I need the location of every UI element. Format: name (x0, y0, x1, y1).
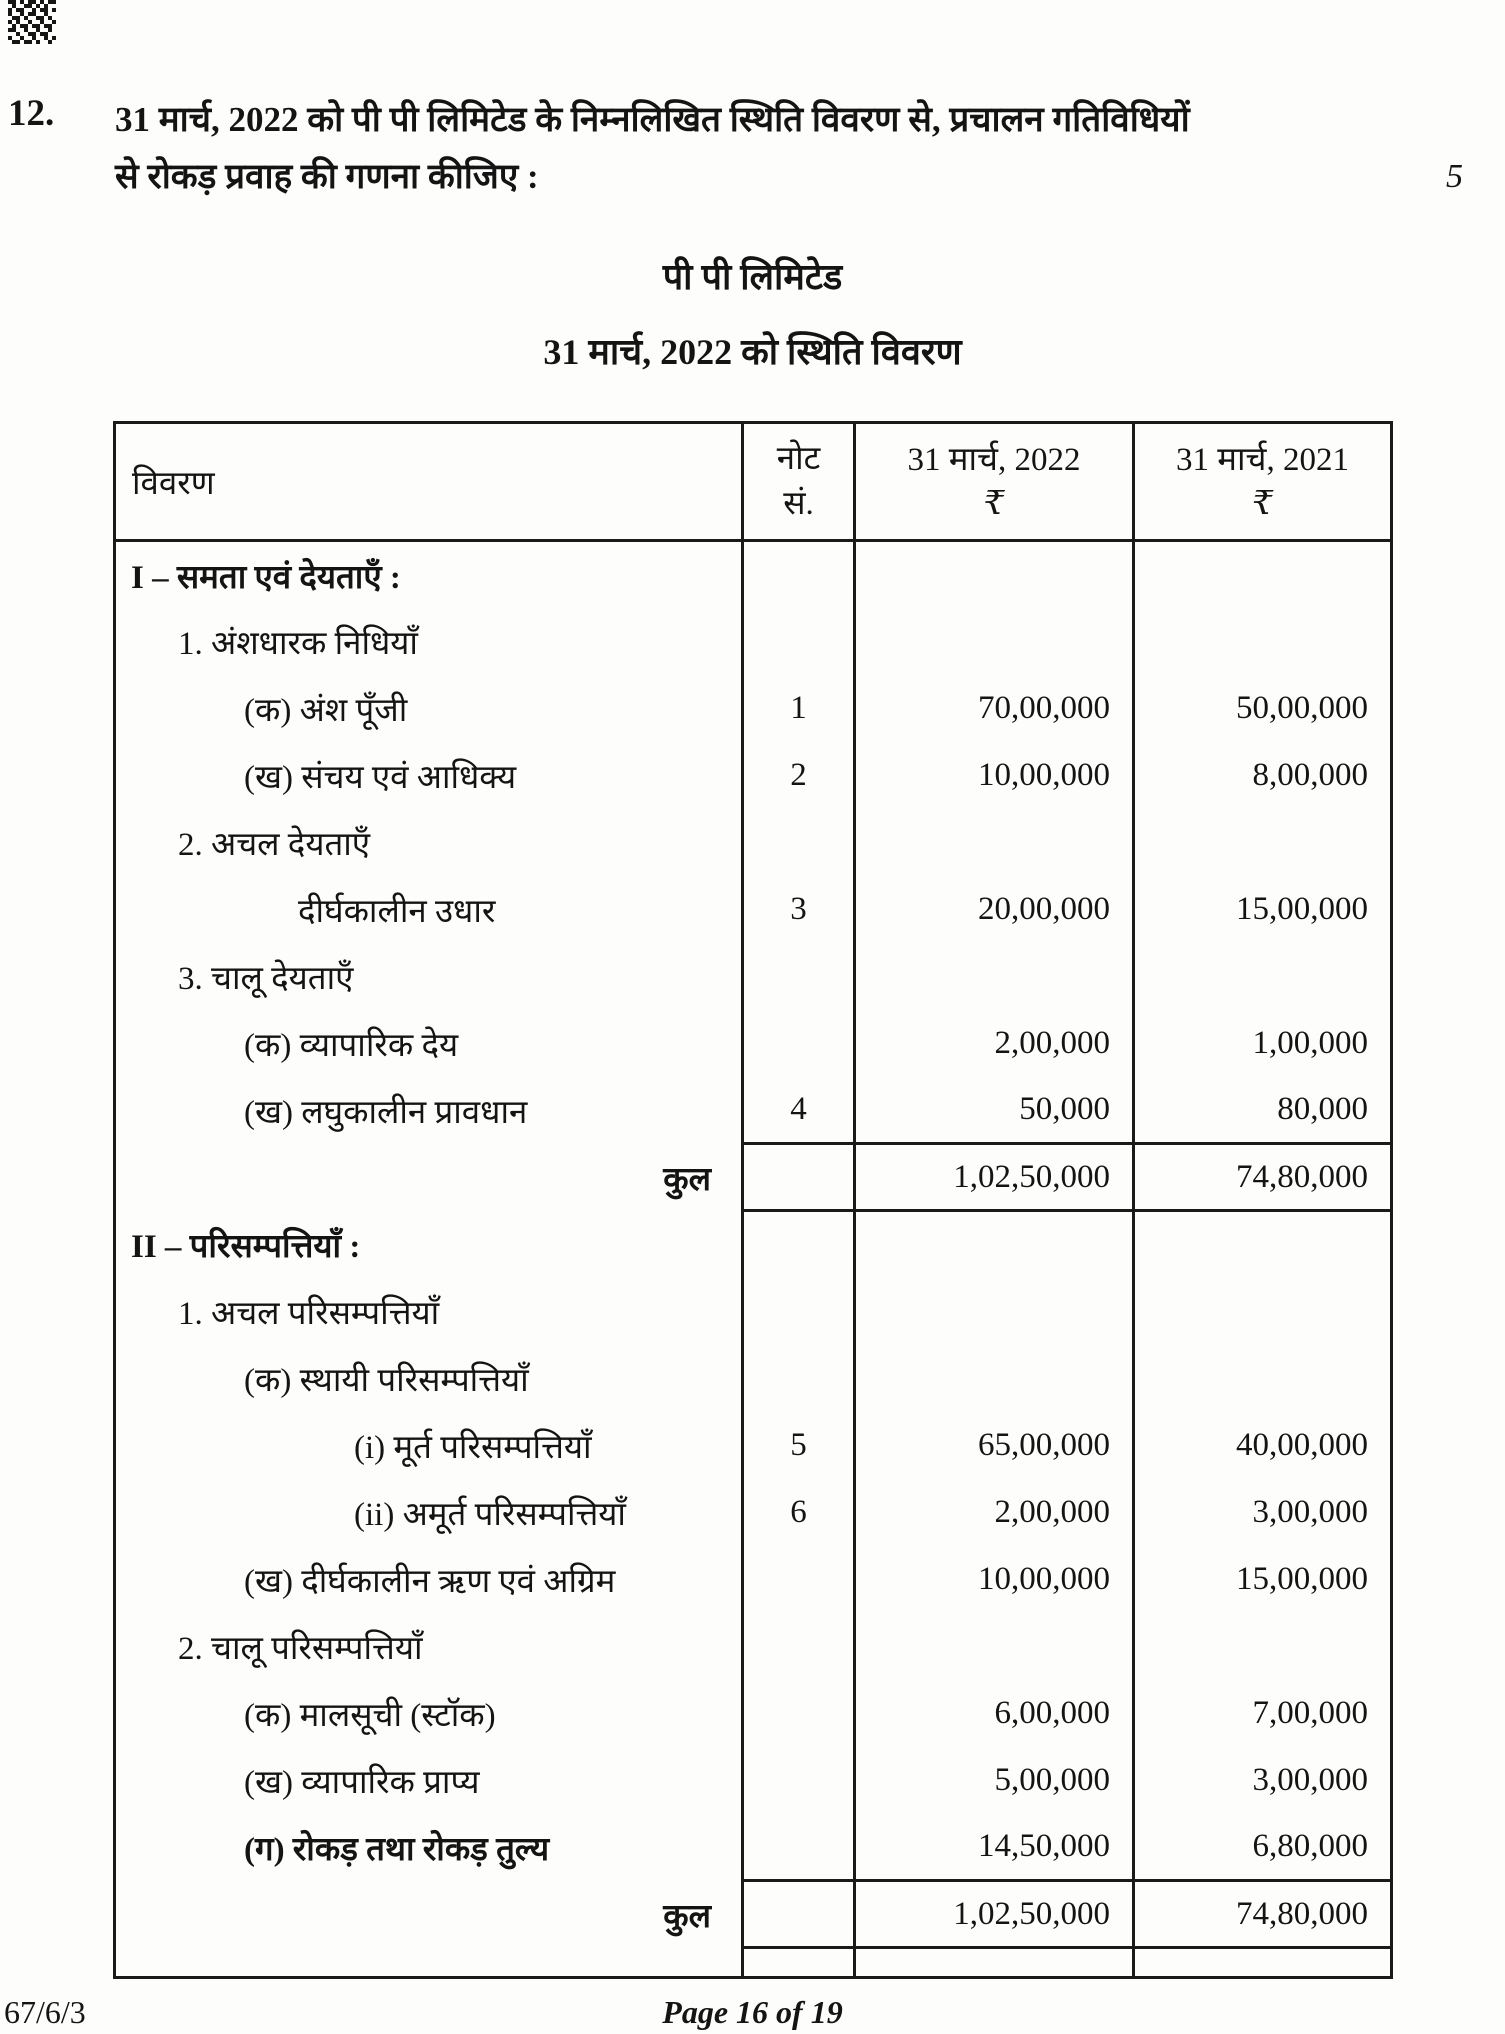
amount-2021-cell (1134, 1613, 1392, 1680)
amount-2021-cell: 3,00,000 (1134, 1747, 1392, 1814)
question-line-1: 31 मार्च, 2022 को पी पी लिमिटेड के निम्नलिखित स्थिति विवरण से, प्रचालन गतिविधियों (115, 100, 1190, 139)
amount-2022-cell: 65,00,000 (855, 1412, 1134, 1479)
header-note-number (743, 423, 855, 541)
note-number-cell: 5 (743, 1412, 855, 1479)
amount-2022-cell: 10,00,000 (855, 742, 1134, 809)
amount-2022-cell: 2,00,000 (855, 1010, 1134, 1077)
particulars-cell: (क) अंश पूँजी (244, 692, 408, 729)
amount-2021-cell: 40,00,000 (1134, 1412, 1392, 1479)
particulars-cell: 2. अचल देयताएँ (178, 826, 371, 863)
particulars-cell: कुल (663, 1161, 711, 1198)
rupee-symbol: ₹ (983, 485, 1005, 522)
qr-code-pattern (8, 0, 56, 52)
particulars-cell: (ii) अमूर्त परिसम्पत्तियाँ (354, 1496, 626, 1533)
amount-2021-cell (1134, 809, 1392, 876)
qr-code (8, 0, 56, 52)
amount-2021-cell: 80,000 (1134, 1077, 1392, 1144)
particulars-cell: (ख) लघुकालीन प्रावधान (244, 1094, 528, 1131)
table-row (115, 1278, 1392, 1345)
amount-2022-cell (855, 809, 1134, 876)
amount-2021-cell (1134, 1345, 1392, 1412)
amount-2022-cell: 2,00,000 (855, 1479, 1134, 1546)
amount-2021-cell: 3,00,000 (1134, 1479, 1392, 1546)
amount-2022-cell: 14,50,000 (855, 1814, 1134, 1881)
header-2022-label: 31 मार्च, 2022 (907, 442, 1081, 479)
question-number: 12. (8, 93, 55, 134)
table-row (115, 1077, 1392, 1144)
amount-2022-cell: 20,00,000 (855, 876, 1134, 943)
particulars-cell: 2. चालू परिसम्पत्तियाँ (178, 1630, 423, 1667)
amount-2021-cell: 6,80,000 (1134, 1814, 1392, 1881)
header-particulars: विवरण (115, 423, 743, 541)
table-row (115, 1680, 1392, 1747)
particulars-cell: दीर्घकालीन उधार (298, 893, 496, 930)
amount-2022-cell (855, 1211, 1134, 1278)
note-number-cell (743, 1546, 855, 1613)
header-2021-label: 31 मार्च, 2021 (1176, 442, 1349, 479)
particulars-cell: II – परिसम्पत्तियाँ : (131, 1228, 361, 1265)
table-row (115, 1412, 1392, 1479)
amount-2022-cell (855, 608, 1134, 675)
table-row (115, 1010, 1392, 1077)
particulars-cell: कुल (663, 1898, 711, 1935)
particulars-cell: (i) मूर्त परिसम्पत्तियाँ (354, 1429, 592, 1466)
company-title: पी पी लिमिटेड (662, 257, 843, 298)
amount-2021-cell: 15,00,000 (1134, 876, 1392, 943)
spacer-cell (855, 1948, 1134, 1978)
page-footer (0, 1994, 1505, 2034)
note-number-cell (743, 1747, 855, 1814)
amount-2022-cell (855, 1345, 1134, 1412)
amount-2021-cell (1134, 1211, 1392, 1278)
spacer-cell (743, 1948, 855, 1978)
note-number-cell: 4 (743, 1077, 855, 1144)
question-block (0, 0, 1505, 205)
header-year-2022 (855, 423, 1134, 541)
page-number: Page 16 of 19 (662, 1994, 843, 2030)
particulars-cell: (ख) दीर्घकालीन ऋण एवं अग्रिम (244, 1563, 616, 1600)
table-row (115, 809, 1392, 876)
rupee-symbol: ₹ (1252, 485, 1273, 522)
header-year-2021 (1134, 423, 1392, 541)
amount-2022-cell (855, 1278, 1134, 1345)
note-number-cell (743, 1211, 855, 1278)
question-text (115, 92, 1475, 205)
note-number-cell (743, 1278, 855, 1345)
table-row (115, 1747, 1392, 1814)
particulars-cell: (क) मालसूची (स्टॉक) (244, 1697, 496, 1734)
note-number-cell: 6 (743, 1479, 855, 1546)
amount-2022-cell (855, 1613, 1134, 1680)
particulars-cell: (क) व्यापारिक देय (244, 1027, 459, 1064)
particulars-cell: 1. अचल परिसम्पत्तियाँ (178, 1295, 440, 1332)
amount-2021-cell: 8,00,000 (1134, 742, 1392, 809)
amount-2022-cell: 70,00,000 (855, 675, 1134, 742)
note-number-cell (743, 1814, 855, 1881)
note-number-cell (743, 943, 855, 1010)
question-line-2: से रोकड़ प्रवाह की गणना कीजिए : (115, 156, 539, 196)
amount-2021-cell: 15,00,000 (1134, 1546, 1392, 1613)
total-row (115, 1144, 1392, 1211)
amount-2022-cell: 50,000 (855, 1077, 1134, 1144)
paper-code: 67/6/3 (4, 1994, 86, 2030)
note-number-cell (743, 1144, 855, 1211)
balance-sheet-table (113, 421, 1393, 1979)
amount-2021-cell: 50,00,000 (1134, 675, 1392, 742)
note-number-cell (743, 608, 855, 675)
particulars-cell: 1. अंशधारक निधियाँ (178, 625, 418, 662)
table-row (115, 1479, 1392, 1546)
note-number-cell (743, 1613, 855, 1680)
amount-2021-cell: 74,80,000 (1134, 1881, 1392, 1948)
note-number-cell (743, 809, 855, 876)
table-row (115, 608, 1392, 675)
table-row (115, 1814, 1392, 1881)
spacer-row (115, 1948, 1392, 1978)
spacer-cell (1134, 1948, 1392, 1978)
header-note-line2: सं. (783, 485, 814, 522)
table-header (115, 423, 1392, 541)
amount-2022-cell (855, 541, 1134, 608)
amount-2022-cell: 5,00,000 (855, 1747, 1134, 1814)
note-number-cell: 2 (743, 742, 855, 809)
marks-value: 5 (1446, 157, 1463, 195)
particulars-cell: 3. चालू देयताएँ (178, 960, 354, 997)
particulars-cell: (ख) व्यापारिक प्राप्य (244, 1764, 480, 1801)
header-note-line1: नोट (776, 441, 821, 478)
table-row (115, 1546, 1392, 1613)
table-row (115, 943, 1392, 1010)
table-row (115, 1613, 1392, 1680)
amount-2022-cell: 1,02,50,000 (855, 1144, 1134, 1211)
amount-2022-cell (855, 943, 1134, 1010)
table-row (115, 876, 1392, 943)
table-row (115, 541, 1392, 608)
amount-2021-cell (1134, 608, 1392, 675)
table-row (115, 675, 1392, 742)
statement-title: 31 मार्च, 2022 को स्थिति विवरण (543, 332, 962, 373)
amount-2021-cell (1134, 943, 1392, 1010)
header-row (115, 423, 1392, 541)
note-number-cell: 1 (743, 675, 855, 742)
note-number-cell (743, 1680, 855, 1747)
total-row (115, 1881, 1392, 1948)
particulars-cell: (ग) रोकड़ तथा रोकड़ तुल्य (244, 1831, 550, 1868)
amount-2022-cell: 10,00,000 (855, 1546, 1134, 1613)
amount-2022-cell: 1,02,50,000 (855, 1881, 1134, 1948)
note-number-cell (743, 1010, 855, 1077)
particulars-cell: (ख) संचय एवं आधिक्य (244, 759, 517, 796)
table-row (115, 742, 1392, 809)
amount-2022-cell: 6,00,000 (855, 1680, 1134, 1747)
amount-2021-cell: 1,00,000 (1134, 1010, 1392, 1077)
balance-sheet-body (115, 541, 1392, 1978)
note-number-cell (743, 541, 855, 608)
particulars-cell: I – समता एवं देयताएँ : (131, 559, 401, 596)
note-number-cell (743, 1345, 855, 1412)
amount-2021-cell: 74,80,000 (1134, 1144, 1392, 1211)
note-number-cell (743, 1881, 855, 1948)
amount-2021-cell: 7,00,000 (1134, 1680, 1392, 1747)
particulars-cell: (क) स्थायी परिसम्पत्तियाँ (244, 1362, 529, 1399)
amount-2021-cell (1134, 1278, 1392, 1345)
table-row (115, 1345, 1392, 1412)
note-number-cell: 3 (743, 876, 855, 943)
spacer-cell (115, 1948, 743, 1978)
amount-2021-cell (1134, 541, 1392, 608)
table-row (115, 1211, 1392, 1278)
